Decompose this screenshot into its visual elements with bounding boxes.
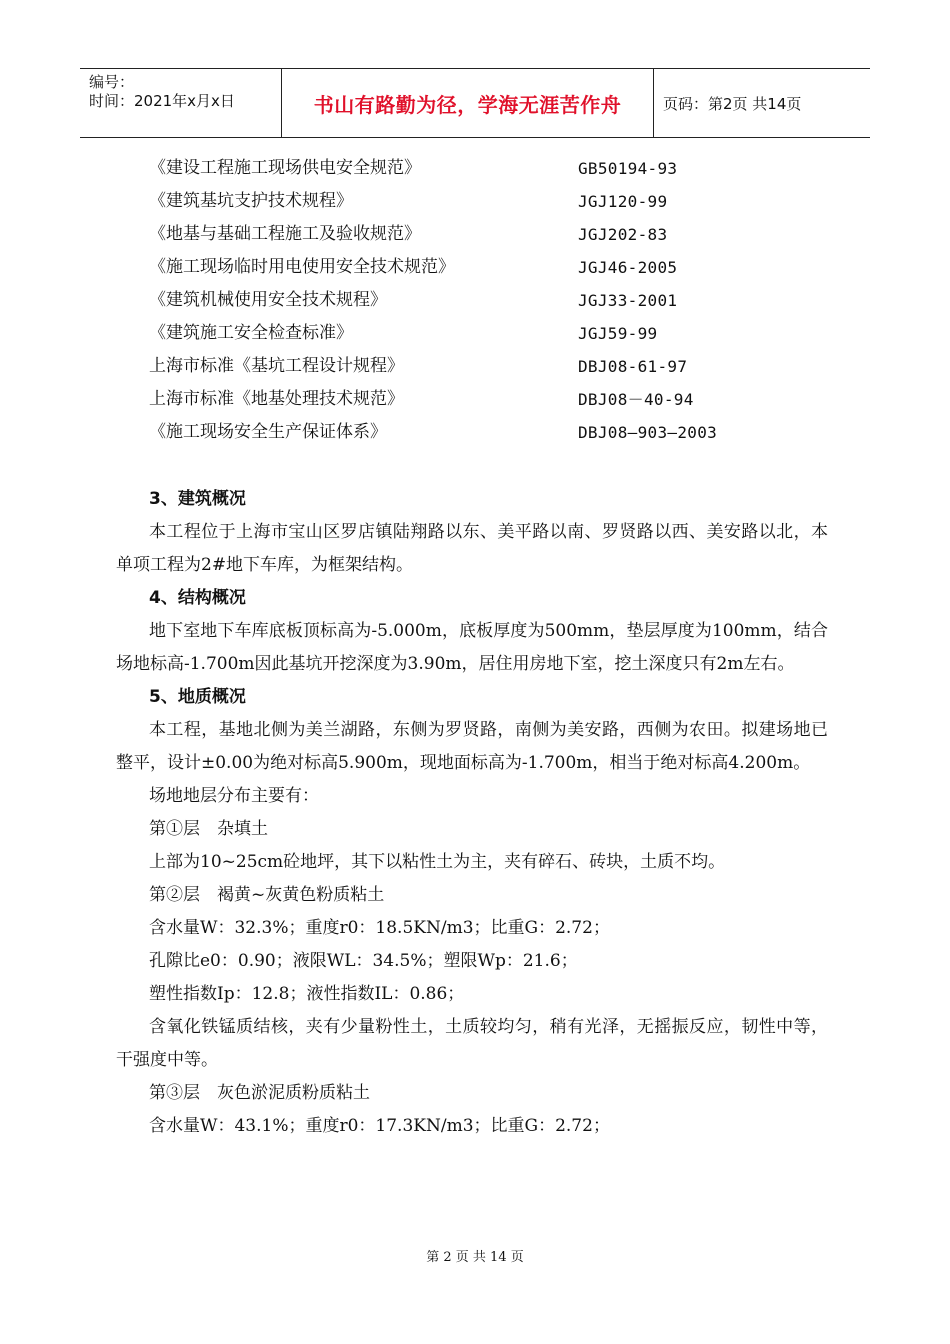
reference-row <box>116 218 828 251</box>
layer-properties: 孔隙比e0：0.90；液限WL：34.5%；塑限Wp：21.6； <box>149 951 578 971</box>
layer-title: 第③层 灰色淤泥质粉质粘土 <box>149 1083 370 1103</box>
document-body <box>116 152 828 1143</box>
reference-name: 《建设工程施工现场供电安全规范》 <box>149 158 421 178</box>
header-motto-cell <box>282 69 654 137</box>
reference-name: 《地基与基础工程施工及验收规范》 <box>149 224 421 244</box>
reference-row <box>116 284 828 317</box>
reference-name: 《建筑施工安全检查标准》 <box>149 323 353 343</box>
page-footer: 第 2 页 共 14 页 <box>426 1250 524 1265</box>
reference-code: JGJ46-2005 <box>578 258 678 277</box>
header-page-info-cell <box>654 69 870 137</box>
reference-row <box>116 416 828 449</box>
layer-properties: 含水量W：43.1%；重度r0：17.3KN/m3；比重G：2.72； <box>149 1116 610 1136</box>
reference-code: DBJ08—903—2003 <box>578 423 718 442</box>
reference-row <box>116 383 828 416</box>
section-heading: 5、地质概况 <box>149 687 246 707</box>
reference-code: JGJ202-83 <box>578 225 668 244</box>
layer-title: 第①层 杂填土 <box>149 819 268 839</box>
reference-code: JGJ120-99 <box>578 192 668 211</box>
reference-code: DBJ08－40-94 <box>578 390 694 409</box>
section-paragraph: 本工程，基地北侧为美兰湖路，东侧为罗贤路，南侧为美安路，西侧为农田。拟建场地已整平，设计±0.00为绝对标高5.900m，现地面标高为-1.700m，相当于绝对标高4.200m。 <box>116 720 828 773</box>
reference-name: 《施工现场安全生产保证体系》 <box>149 422 387 442</box>
header-meta <box>80 69 282 137</box>
reference-row <box>116 251 828 284</box>
layer-properties: 塑性指数Ip：12.8；液性指数IL：0.86； <box>149 984 465 1004</box>
section-heading: 4、结构概况 <box>149 588 246 608</box>
layer-description: 含氧化铁锰质结核，夹有少量粉性土，土质较均匀，稍有光泽，无摇振反应，韧性中等，干强度中等。 <box>116 1017 828 1070</box>
section-paragraph: 地下室地下车库底板顶标高为-5.000m，底板厚度为500mm，垫层厚度为100mm，结合场地标高-1.700m因此基坑开挖深度为3.90m，居住用房地下室，挖土深度只有2m左右。 <box>116 621 828 674</box>
spacer <box>116 449 828 483</box>
reference-row <box>116 185 828 218</box>
reference-name: 《建筑基坑支护技术规程》 <box>149 191 353 211</box>
reference-row <box>116 350 828 383</box>
reference-name: 《建筑机械使用安全技术规程》 <box>149 290 387 310</box>
strata-intro: 场地地层分布主要有： <box>149 786 319 806</box>
header-page-info: 页码：第2页 共14页 <box>663 94 802 113</box>
reference-name: 上海市标准《地基处理技术规范》 <box>149 389 404 409</box>
section-paragraph: 本工程位于上海市宝山区罗店镇陆翔路以东、美平路以南、罗贤路以西、美安路以北，本单项工程为2#地下车库，为框架结构。 <box>116 522 828 575</box>
reference-code: GB50194-93 <box>578 159 678 178</box>
reference-name: 《施工现场临时用电使用安全技术规范》 <box>149 257 455 277</box>
reference-row <box>116 152 828 185</box>
reference-code: DBJ08-61-97 <box>578 357 688 376</box>
header-number: 编号： <box>89 73 135 91</box>
reference-code: JGJ33-2001 <box>578 291 678 310</box>
layer-title: 第②层 褐黄~灰黄色粉质粘土 <box>149 885 385 905</box>
header-motto: 书山有路勤为径，学海无涯苦作舟 <box>313 92 622 117</box>
header-time: 时间：2021年x月x日 <box>89 92 235 110</box>
reference-row <box>116 317 828 350</box>
reference-code: JGJ59-99 <box>578 324 658 343</box>
layer-description: 上部为10~25cm砼地坪，其下以粘性土为主，夹有碎石、砖块，土质不均。 <box>149 852 726 872</box>
reference-name: 上海市标准《基坑工程设计规程》 <box>149 356 404 376</box>
page-header <box>80 68 870 138</box>
layer-properties: 含水量W：32.3%；重度r0：18.5KN/m3；比重G：2.72； <box>149 918 610 938</box>
section-heading: 3、建筑概况 <box>149 489 246 509</box>
